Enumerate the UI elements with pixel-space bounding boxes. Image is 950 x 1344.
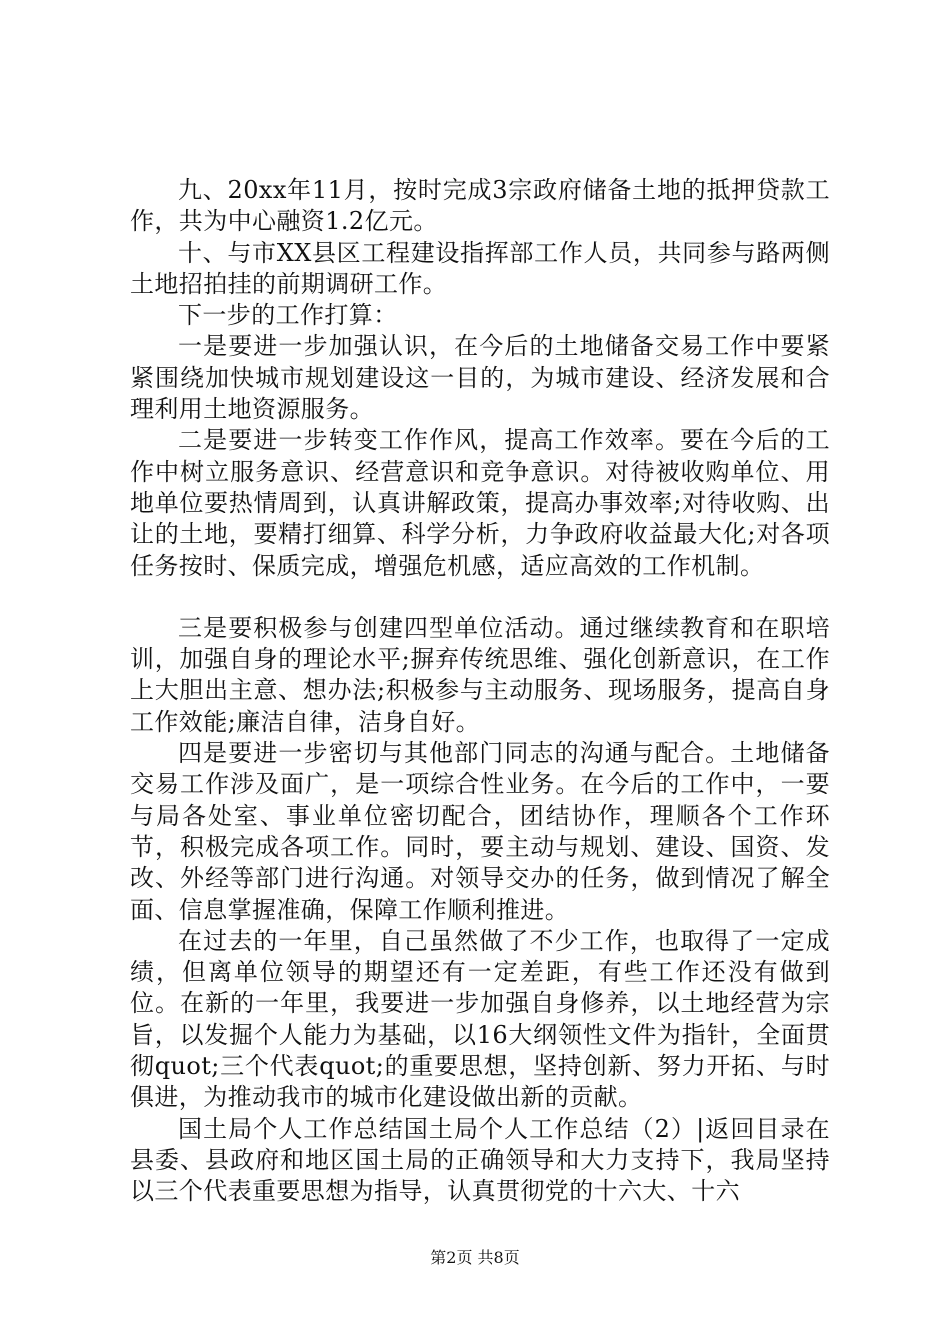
paragraph-plan-4: 四是要进一步密切与其他部门同志的沟通与配合。土地储备交易工作涉及面广，是一项综合性业务。在今后的工作中，一要与局各处室、事业单位密切配合，团结协作，理顺各个工作环节，积极完成各项工作。同时，要主动与规划、建设、国资、发改、外经等部门进行沟通。对领导交办的任务，做到情况了解全面、信息掌握准确，保障工作顺利推进。 xyxy=(130,739,830,924)
paragraph-item-9: 九、20xx年11月，按时完成3宗政府储备土地的抵押贷款工作，共为中心融资1.2亿元。 xyxy=(130,176,830,236)
document-body xyxy=(130,175,830,1208)
paragraph-next-steps-heading: 下一步的工作打算： xyxy=(178,301,398,330)
paragraph-plan-3: 三是要积极参与创建四型单位活动。通过继续教育和在职培训，加强自身的理论水平;摒弃传统思维、强化创新意识，在工作上大胆出主意、想办法;积极参与主动服务、现场服务，提高自身工作效能;廉洁自律，洁身自好。 xyxy=(130,613,830,736)
paragraph-conclusion: 在过去的一年里，自己虽然做了不少工作，也取得了一定成绩，但离单位领导的期望还有一定差距，有些工作还没有做到位。在新的一年里，我要进一步加强自身修养，以土地经营为宗旨，以发掘个人能力为基础，以16大纲领性文件为指针，全面贯彻quot;三个代表quot;的重要思想，坚持创新、努力开拓、与时俱进，为推动我市的城市化建设做出新的贡献。 xyxy=(130,926,830,1112)
paragraph-plan-2: 二是要进一步转变工作作风，提高工作效率。要在今后的工作中树立服务意识、经营意识和竞争意识。对待被收购单位、用地单位要热情周到，认真讲解政策，提高办事效率;对待收购、出让的土地，要精打细算、科学分析，力争政府收益最大化;对各项任务按时、保质完成，增强危机感，适应高效的工作机制。 xyxy=(130,426,830,580)
paragraph-plan-1: 一是要进一步加强认识，在今后的土地储备交易工作中要紧紧围绕加快城市规划建设这一目的，为城市建设、经济发展和合理利用土地资源服务。 xyxy=(130,332,830,424)
paragraph-item-10: 十、与市XX县区工程建设指挥部工作人员，共同参与路两侧土地招拍挂的前期调研工作。 xyxy=(130,238,830,298)
paragraph-next-section: 国土局个人工作总结国土局个人工作总结（2）|返回目录在县委、县政府和地区国土局的正确领导和大力支持下，我局坚持以三个代表重要思想为指导，认真贯彻党的十六大、十六 xyxy=(130,1114,830,1206)
page-footer: 第2页 共8页 xyxy=(430,1248,520,1267)
